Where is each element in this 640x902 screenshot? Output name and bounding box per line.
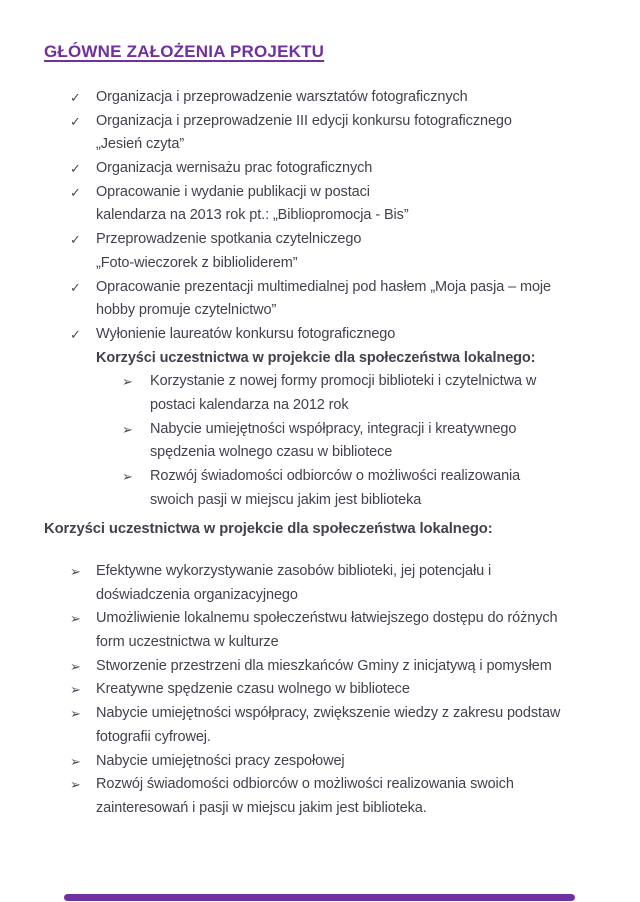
list-item-text: Nabycie umiejętności współpracy, integracji i kreatywnego [150,420,517,437]
list-item [44,323,640,347]
list-item [44,678,640,702]
list-item [44,750,640,774]
list-item-text: „Foto-wieczorek z biblioliderem” [96,254,298,271]
list-item-continuation [44,797,640,821]
list-item-text: Efektywne wykorzystywanie zasobów biblioteki, jej potencjału i [96,563,492,579]
list-item-text: Nabycie umiejętności współpracy, zwiększenie wiedzy z zakresu podstaw [96,705,561,722]
arrow-bullet-icon: ➢ [70,682,81,698]
list-item-text: doświadczenia organizacyjnego [96,586,298,603]
arrow-bullet-icon: ➢ [70,777,81,793]
list-item [44,773,640,797]
subsection-heading [44,347,640,371]
page-title: GŁÓWNE ZAŁOŻENIA PROJEKTU [44,42,325,61]
list-item [44,655,640,679]
list-item-text: Organizacja wernisażu prac fotograficznych [96,160,373,177]
arrow-bullet-icon: ➢ [70,611,81,627]
check-icon: ✓ [70,279,81,295]
list-item-text: Umożliwienie lokalnemu społeczeństwu łatwiejszego dostępu do różnych [96,610,558,627]
list-item-text: Opracowanie prezentacji multimedialnej pod hasłem „Moja pasja – moje [96,278,552,295]
arrow-bullet-icon: ➢ [122,421,133,437]
benefits-list [44,560,640,821]
check-icon: ✓ [70,184,81,200]
arrow-bullet-icon: ➢ [70,564,81,579]
list-item-text: Kreatywne spędzenie czasu wolnego w bibliotece [96,681,410,698]
nested-list-item [44,418,640,442]
list-item [44,607,640,631]
list-item-text: Wyłonienie laureatów konkursu fotograficznego [96,325,396,342]
footer-accent-bar [64,894,575,901]
nested-list-item-continuation [44,489,640,513]
list-item [44,86,640,110]
subsection-heading-text: Korzyści uczestnictwa w projekcie dla społeczeństwa lokalnego: [96,349,536,366]
list-item-text: Organizacja i przeprowadzenie III edycji konkursu fotograficznego [96,112,512,129]
list-item-continuation [44,726,640,750]
list-item-text: fotografii cyfrowej. [96,728,211,745]
list-item-text: hobby promuje czytelnictwo” [96,302,277,319]
list-item-text: Rozwój świadomości odbiorców o możliwości realizowania [150,468,521,484]
list-item-text: swoich pasji w miejscu jakim jest biblioteka [150,491,422,508]
list-item [44,157,640,181]
nested-list-item [44,465,640,489]
list-item-text: kalendarza na 2013 rok pt.: „Bibliopromocja - Bis” [96,207,409,224]
check-icon: ✓ [70,232,81,248]
check-icon: ✓ [70,161,81,177]
list-item [44,702,640,726]
list-item-text: Stworzenie przestrzeni dla mieszkańców Gminy z inicjatywą i pomysłem [96,657,552,674]
list-item-text: Nabycie umiejętności pracy zespołowej [96,752,345,769]
arrow-bullet-icon: ➢ [122,469,133,484]
list-item-text: Organizacja i przeprowadzenie warsztatów fotograficznych [96,89,468,105]
nested-list-item [44,370,640,394]
list-item-continuation [44,299,640,323]
list-item-text: Przeprowadzenie spotkania czytelniczego [96,231,362,248]
list-item [44,110,640,134]
check-icon: ✓ [70,90,81,105]
arrow-bullet-icon: ➢ [70,658,81,674]
check-icon: ✓ [70,113,81,129]
list-item-text: Korzystanie z nowej formy promocji biblioteki i czytelnictwa w [150,373,537,390]
list-item-text: spędzenia wolnego czasu w bibliotece [150,444,393,461]
list-item [44,276,640,300]
list-item [44,228,640,252]
list-item-text: „Jesień czyta” [96,136,185,153]
list-item-text: Rozwój świadomości odbiorców o możliwości realizowania swoich [96,776,514,793]
list-item-continuation [44,631,640,655]
nested-list-item-continuation [44,394,640,418]
main-assumptions-list [44,86,640,512]
list-item-continuation [44,133,640,157]
nested-list-item-continuation [44,441,640,465]
arrow-bullet-icon: ➢ [122,374,133,390]
list-item [44,560,640,584]
list-item-text: zainteresowań i pasji w miejscu jakim jest biblioteka. [96,799,427,816]
list-item-text: postaci kalendarza na 2012 rok [150,396,349,413]
section-heading: Korzyści uczestnictwa w projekcie dla społeczeństwa lokalnego: [44,521,493,537]
list-item-continuation [44,252,640,276]
list-item-continuation [44,204,640,228]
check-icon: ✓ [70,326,81,342]
list-item-continuation [44,584,640,608]
arrow-bullet-icon: ➢ [70,706,81,722]
list-item [44,181,640,205]
arrow-bullet-icon: ➢ [70,753,81,769]
list-item-text: Opracowanie i wydanie publikacji w postaci [96,183,370,200]
list-item-text: form uczestnictwa w kulturze [96,634,279,651]
